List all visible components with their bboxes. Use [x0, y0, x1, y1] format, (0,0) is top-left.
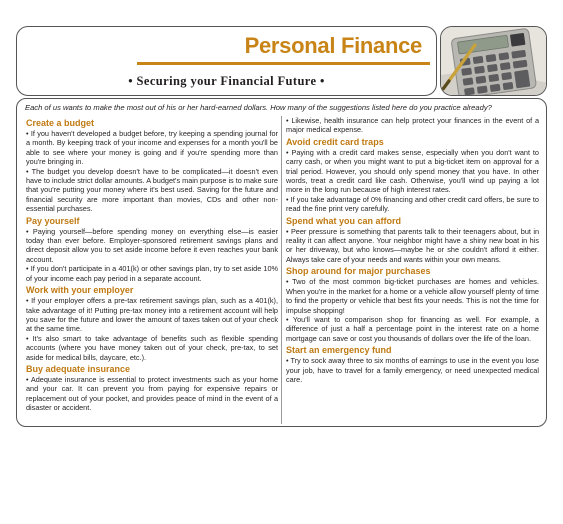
section-paragraph: • Likewise, health insurance can help protect your finances in the event of a major medical expense. [286, 116, 539, 135]
section-paragraph: • Paying yourself—before spending money on everything else—is easier today than ever before. Employer-sponsored retirement savings plans and direct deposit allow you to set aside income before it even reaches your bank account. [26, 226, 278, 264]
section-paragraph: • If you haven't developed a budget before, try keeping a spending journal for a month. By keeping track of your income and expenses for a month you'll be able to see where your money is going and if you're spending more than you're bringing in. [26, 129, 278, 167]
section-heading: Avoid credit card traps [286, 136, 384, 147]
calculator-icon [441, 27, 547, 96]
section-paragraph: • If you don't participate in a 401(k) or other savings plan, try to set aside 10% of your income each pay period in a separate account. [26, 264, 278, 283]
section-heading: Work with your employer [26, 285, 134, 296]
section-heading: Buy adequate insurance [26, 363, 131, 374]
calculator-photo [440, 26, 547, 96]
content-panel [16, 98, 547, 427]
section-heading: Create a budget [26, 118, 95, 128]
section-paragraph: • You'll want to comparison shop for financing as well. For example, a difference of just a half a percentage point in the interest rate on a home mortgage can save or cost you thousands of dollars over the life of the loan. [286, 314, 539, 343]
title-rule [137, 62, 430, 65]
intro-text: Each of us wants to make the most out of his or her hard-earned dollars. How many of the suggestions listed here do you practice already? [25, 103, 492, 112]
section-paragraph: • If your employer offers a pre-tax retirement savings plan, such as a 401(k), take advantage of it! Putting pre-tax money into a retirement account will help you save for the future and lower the amount of taxes taken out of your check at the same time. [26, 296, 278, 334]
left-column [26, 116, 278, 413]
section-heading: Spend what you can afford [286, 215, 402, 226]
right-column [286, 116, 539, 384]
section-paragraph: • The budget you develop doesn't have to be complicated—it doesn't even have to include strict dollar amounts. A budget's main purpose is to make sure that you're putting your money where it's best used. Saving for the future and financial security are more important than movies, CDs and other non-essential purchases. [26, 166, 278, 214]
section-paragraph: • If you take advantage of 0% financing and other credit card offers, be sure to read the fine print very carefully. [286, 194, 539, 214]
section-paragraph: • Try to sock away three to six months of earnings to use in the event you lose your job, have to travel for a family emergency, or need unexpected medical care. [286, 356, 539, 384]
page-title: Personal Finance [244, 33, 422, 58]
section-paragraph: • Two of the most common big-ticket purchases are homes and vehicles. When you're in the market for a home or a vehicle allow yourself plenty of time to find the property or vehicle that best fits your needs. This is not the time for impulse shopping! [286, 277, 539, 315]
section-heading: Pay yourself [26, 215, 80, 226]
section-paragraph: • Peer pressure is something that parents talk to their teenagers about, but in reality it can affect anyone. Your neighbor might have a shiny new boat in his or her driveway, but who knows—maybe he or she couldn't afford it either. Always take care of your needs and wants within your own means. [286, 226, 539, 264]
page-subtitle: • Securing your Financial Future • [128, 74, 325, 88]
section-paragraph: • Adequate insurance is essential to protect investments such as your home and your car. It can prevent you from paying for expensive repairs or replacement out of your pocket, and provides peace of mind in the event of a disaster or accident. [26, 374, 278, 413]
section-heading: Shop around for major purchases [286, 266, 431, 277]
header-banner [16, 26, 437, 96]
section-heading: Start an emergency fund [286, 345, 392, 356]
column-divider [281, 116, 282, 424]
section-paragraph: • It's also smart to take advantage of benefits such as flexible spending accounts (where you have money taken out of your check, pre-tax, to set aside for medical bills, daycare, etc.). [26, 333, 278, 362]
section-paragraph: • Paying with a credit card makes sense, especially when you don't want to carry cash, or when you might want to put a big-ticket item on approval for a trial period. However, you should only spend money that you have. In other words, treat a credit card like cash. Otherwise, you'll wind up paying a lot more in the long run because of high interest rates. [286, 147, 539, 195]
